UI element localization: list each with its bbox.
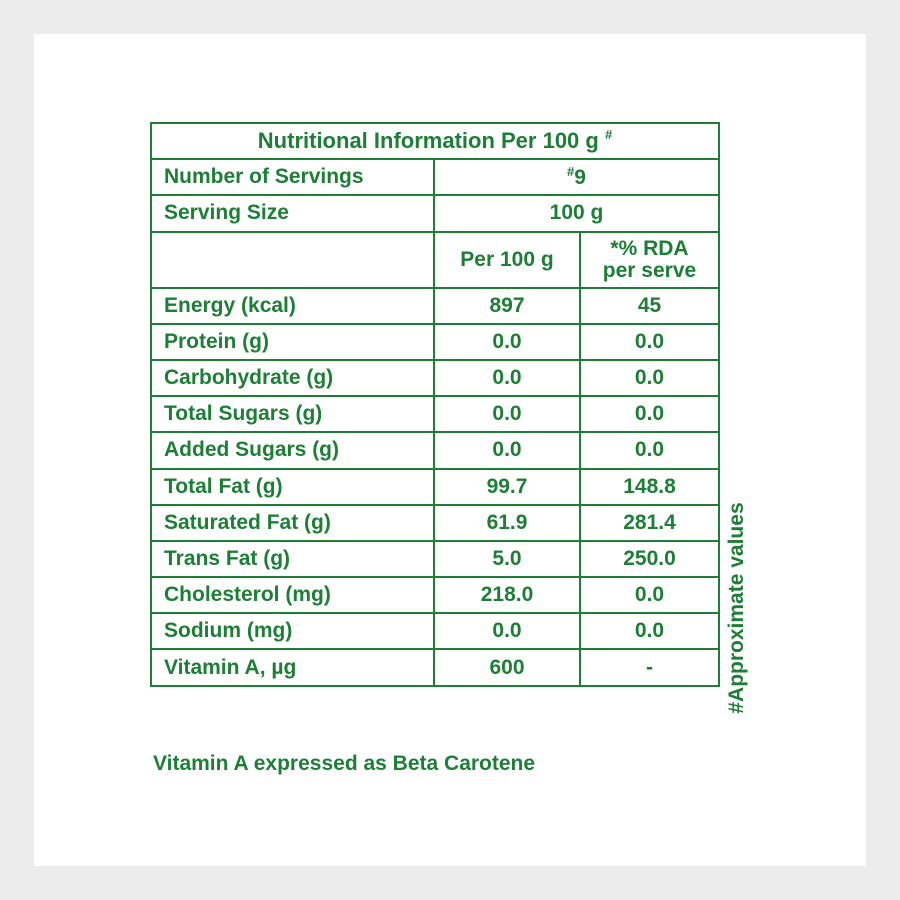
rda-value: 0.0 xyxy=(580,613,719,649)
rda-value: 281.4 xyxy=(580,505,719,541)
table-row xyxy=(151,505,719,541)
header-rda: *% RDA per serve xyxy=(580,232,719,288)
table-row xyxy=(151,360,719,396)
per-100g-value: 600 xyxy=(434,649,580,685)
table-row xyxy=(151,613,719,649)
per-100g-value: 5.0 xyxy=(434,541,580,577)
rda-value: 0.0 xyxy=(580,324,719,360)
rda-value: 148.8 xyxy=(580,469,719,505)
serving-size-label: Serving Size xyxy=(151,195,434,231)
per-100g-value: 99.7 xyxy=(434,469,580,505)
per-100g-value: 0.0 xyxy=(434,396,580,432)
servings-label: Number of Servings xyxy=(151,159,434,195)
per-100g-value: 897 xyxy=(434,288,580,324)
rda-value: 250.0 xyxy=(580,541,719,577)
table-row xyxy=(151,541,719,577)
servings-value: #9 xyxy=(434,159,719,195)
table-row xyxy=(151,577,719,613)
nutrient-label: Total Fat (g) xyxy=(151,469,434,505)
table-row xyxy=(151,469,719,505)
rda-value: 0.0 xyxy=(580,577,719,613)
title-row xyxy=(151,123,719,159)
rda-value: 0.0 xyxy=(580,432,719,468)
table-row xyxy=(151,324,719,360)
nutrient-label: Saturated Fat (g) xyxy=(151,505,434,541)
column-header-row xyxy=(151,232,719,288)
nutrient-label: Added Sugars (g) xyxy=(151,432,434,468)
nutrient-label: Cholesterol (mg) xyxy=(151,577,434,613)
serving-size-value: 100 g xyxy=(434,195,719,231)
per-100g-value: 218.0 xyxy=(434,577,580,613)
footnote: Vitamin A expressed as Beta Carotene xyxy=(153,752,536,775)
per-100g-value: 61.9 xyxy=(434,505,580,541)
per-100g-value: 0.0 xyxy=(434,324,580,360)
nutrient-label: Vitamin A, µg xyxy=(151,649,434,685)
nutrient-label: Energy (kcal) xyxy=(151,288,434,324)
nutrient-label: Sodium (mg) xyxy=(151,613,434,649)
nutrient-label: Carbohydrate (g) xyxy=(151,360,434,396)
nutrition-table xyxy=(150,122,720,687)
per-100g-value: 0.0 xyxy=(434,432,580,468)
rda-value: - xyxy=(580,649,719,685)
title-marker: # xyxy=(604,127,613,143)
table-row xyxy=(151,649,719,685)
table-title: Nutritional Information Per 100 g # xyxy=(151,123,719,159)
table-row xyxy=(151,288,719,324)
per-100g-value: 0.0 xyxy=(434,613,580,649)
table-row xyxy=(151,432,719,468)
nutrient-label: Total Sugars (g) xyxy=(151,396,434,432)
header-per-100g: Per 100 g xyxy=(434,232,580,288)
serving-size-row xyxy=(151,195,719,231)
rda-value: 0.0 xyxy=(580,396,719,432)
nutrient-label: Protein (g) xyxy=(151,324,434,360)
servings-marker: # xyxy=(567,164,575,180)
per-100g-value: 0.0 xyxy=(434,360,580,396)
nutrient-label: Trans Fat (g) xyxy=(151,541,434,577)
header-empty-cell xyxy=(151,232,434,288)
rda-value: 45 xyxy=(580,288,719,324)
rda-value: 0.0 xyxy=(580,360,719,396)
nutrient-rows xyxy=(151,288,719,686)
servings-row xyxy=(151,159,719,195)
table-row xyxy=(151,396,719,432)
